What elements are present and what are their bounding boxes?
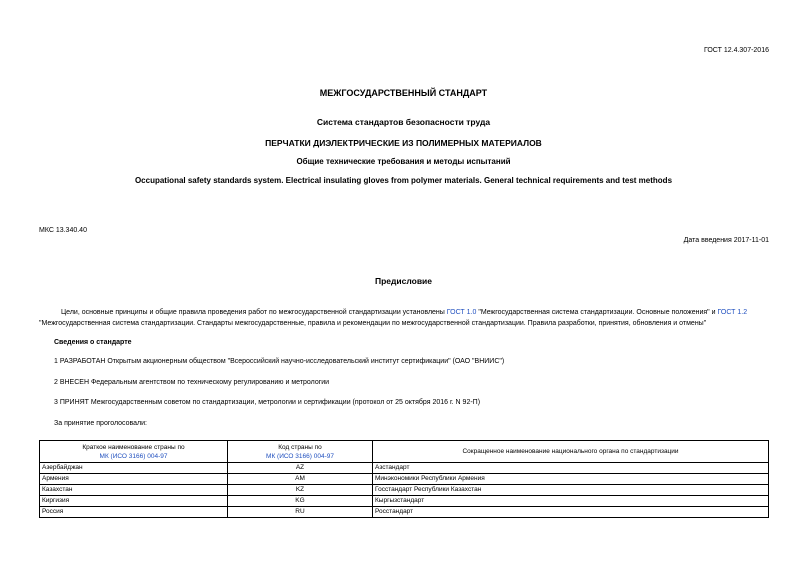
- header-code: [228, 441, 373, 463]
- header-body: Сокращенное наименование национального органа по стандартизации: [373, 441, 769, 463]
- table-row: [40, 463, 769, 474]
- cell-country: Россия: [40, 507, 228, 518]
- foreword-paragraph: [39, 307, 770, 329]
- standard-info-heading: Сведения о стандарте: [54, 339, 132, 346]
- standard-subtitle: Общие технические требования и методы испытаний: [296, 157, 511, 166]
- english-title: Occupational safety standards system. Electrical insulating gloves from polymer materials. General technical requirements and test methods: [134, 176, 673, 185]
- voting-states-table: [39, 440, 769, 518]
- mks-code: МКС 13.340.40: [39, 227, 87, 234]
- info-item-adopted: 3 ПРИНЯТ Межгосударственным советом по стандартизации, метрологии и сертификации (протокол от 25 октября 2016 г. N 92-П): [54, 399, 481, 406]
- gost-1-0-link[interactable]: ГОСТ 1.0: [446, 309, 477, 316]
- standard-header: МЕЖГОСУДАРСТВЕННЫЙ СТАНДАРТ: [319, 88, 488, 98]
- cell-body: Госстандарт Республики Казахстан: [373, 485, 769, 496]
- para-text-1: Цели, основные принципы и общие правила проведения работ по межгосударственной стандартизации установлены: [61, 309, 447, 316]
- cell-code: KZ: [228, 485, 373, 496]
- para-text-2: "Межгосударственная система стандартизации. Основные положения" и: [476, 309, 718, 316]
- header-country-link[interactable]: МК (ИСО 3166) 004-97: [99, 452, 168, 460]
- header-country: [40, 441, 228, 463]
- cell-code: RU: [228, 507, 373, 518]
- table-row: [40, 496, 769, 507]
- table-row: [40, 485, 769, 496]
- standard-series: Система стандартов безопасности труда: [316, 117, 491, 127]
- document-number: ГОСТ 12.4.307-2016: [703, 47, 769, 54]
- table-header-row: [40, 441, 769, 463]
- info-item-developed: 1 РАЗРАБОТАН Открытым акционерным обществом "Всероссийский научно-исследовательский институт сертификации" (ОАО "ВНИИС"): [54, 358, 505, 365]
- cell-country: Азербайджан: [40, 463, 228, 474]
- standard-title: ПЕРЧАТКИ ДИЭЛЕКТРИЧЕСКИЕ ИЗ ПОЛИМЕРНЫХ МАТЕРИАЛОВ: [265, 138, 542, 148]
- cell-body: Минэкономики Республики Армения: [373, 474, 769, 485]
- header-country-line1: Краткое наименование страны по: [82, 443, 185, 451]
- cell-body: Росстандарт: [373, 507, 769, 518]
- cell-code: KG: [228, 496, 373, 507]
- introduction-date: Дата введения 2017-11-01: [683, 237, 769, 244]
- cell-code: AZ: [228, 463, 373, 474]
- table-row: [40, 474, 769, 485]
- para-text-3: "Межгосударственная система стандартизации. Стандарты межгосударственные, правила и рекомендации по межгосударственной стандартизации. Правила разработки, принятия, обновления и отмены": [39, 320, 707, 327]
- cell-country: Казахстан: [40, 485, 228, 496]
- info-item-introduced: 2 ВНЕСЕН Федеральным агентством по техническому регулированию и метрологии: [54, 379, 330, 386]
- table-row: [40, 507, 769, 518]
- cell-body: Кыргызстандарт: [373, 496, 769, 507]
- gost-1-2-link[interactable]: ГОСТ 1.2: [717, 309, 748, 316]
- header-code-line1: Код страны по: [278, 443, 322, 451]
- voted-label: За принятие проголосовали:: [54, 420, 147, 427]
- header-code-link[interactable]: МК (ИСО 3166) 004-97: [266, 452, 334, 460]
- cell-body: Азстандарт: [373, 463, 769, 474]
- cell-code: AM: [228, 474, 373, 485]
- foreword-heading: Предисловие: [374, 276, 433, 286]
- cell-country: Армения: [40, 474, 228, 485]
- cell-country: Киргизия: [40, 496, 228, 507]
